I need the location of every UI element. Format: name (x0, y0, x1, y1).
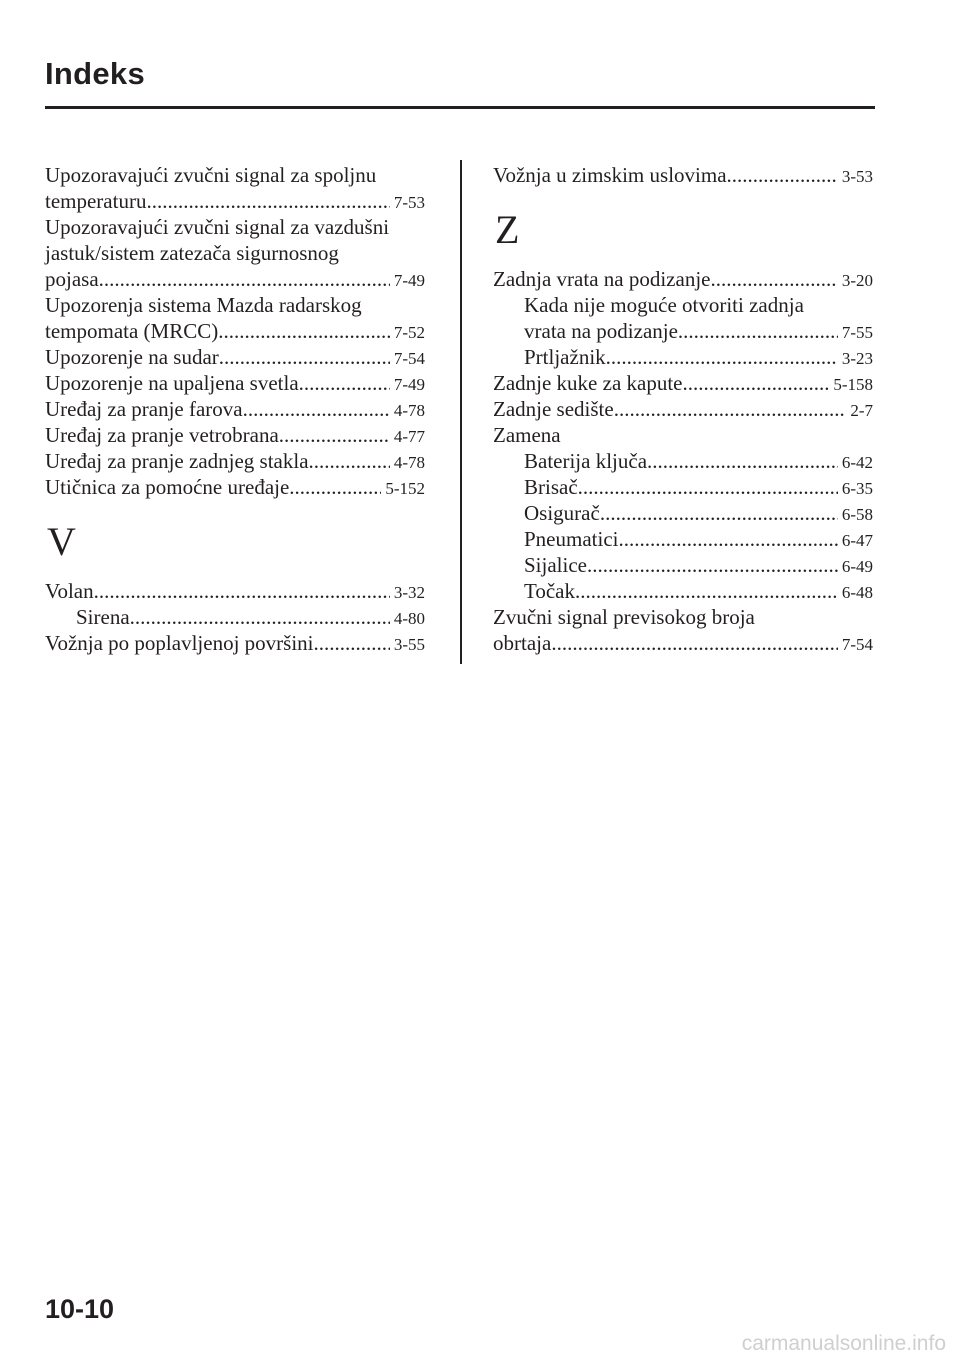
dot-leader (219, 344, 390, 370)
entry-label: Pneumatici (524, 527, 619, 551)
entry-label: Vožnja u zimskim uslovima (493, 163, 727, 187)
dot-leader (146, 188, 389, 214)
page-reference: 7-54 (393, 349, 425, 368)
entry-label: Zadnje sedište (493, 397, 614, 421)
page-reference: 2-7 (850, 401, 873, 420)
dot-leader (600, 500, 838, 526)
index-text-line (45, 240, 425, 266)
index-entry (493, 318, 873, 344)
page-number: 10-10 (45, 1294, 115, 1324)
dot-leader (314, 630, 390, 656)
index-entry (45, 448, 425, 474)
entry-label: Utičnica za pomoćne uređaje (45, 475, 290, 499)
page-reference: 7-49 (393, 271, 425, 290)
entry-label: Uređaj za pranje farova (45, 397, 243, 421)
index-entry (45, 474, 425, 500)
dot-leader (727, 162, 838, 188)
page-reference: 6-58 (841, 505, 873, 524)
index-entry (493, 578, 873, 604)
index-entry (493, 526, 873, 552)
index-entry (493, 500, 873, 526)
entry-label: Zadnja vrata na podizanje (493, 267, 711, 291)
entry-label: Zvučni signal previsokog broja (493, 605, 755, 629)
index-entry (493, 552, 873, 578)
dot-leader (575, 578, 838, 604)
dot-leader (243, 396, 390, 422)
entry-label: jastuk/sistem zatezača sigurnosnog (45, 241, 339, 265)
index-entry (45, 188, 425, 214)
page-reference: 3-55 (393, 635, 425, 654)
entry-label: Upozorenje na sudar (45, 345, 219, 369)
entry-label: temperaturu (45, 189, 147, 213)
index-entry (45, 344, 425, 370)
dot-leader (309, 448, 390, 474)
index-entry (45, 422, 425, 448)
page-reference: 6-49 (841, 557, 873, 576)
index-column-right (493, 162, 873, 656)
index-entry (493, 344, 873, 370)
index-text-line (493, 422, 873, 448)
entry-label: Baterija ključa (524, 449, 648, 473)
index-text-line (45, 214, 425, 240)
section-letter: Z (495, 207, 520, 252)
dot-leader (551, 630, 838, 656)
index-column-left (45, 162, 425, 656)
entry-label: Vožnja po poplavljenoj površini (45, 631, 314, 655)
header-divider (45, 106, 875, 109)
index-entry (45, 318, 425, 344)
dot-leader (578, 474, 838, 500)
entry-label: Upozoravajući zvučni signal za spoljnu (45, 163, 377, 187)
page-reference: 5-152 (385, 479, 425, 498)
entry-label: Upozoravajući zvučni signal za vazdušni (45, 215, 390, 239)
entry-label: Sirena (76, 605, 130, 629)
index-entry (45, 604, 425, 630)
index-entry (493, 370, 873, 396)
entry-label: Volan (45, 579, 94, 603)
index-entry (493, 396, 873, 422)
entry-label: Upozorenje na upaljena svetla (45, 371, 299, 395)
index-entry (45, 370, 425, 396)
entry-label: Točak (524, 579, 576, 603)
index-text-line (493, 604, 873, 630)
dot-leader (683, 370, 830, 396)
index-text-line (493, 292, 873, 318)
dot-leader (99, 266, 390, 292)
entry-label: obrtaja (493, 631, 552, 655)
dot-leader (710, 266, 837, 292)
dot-leader (647, 448, 838, 474)
entry-label: Upozorenja sistema Mazda radarskog (45, 293, 362, 317)
page-reference: 6-47 (841, 531, 873, 550)
index-entry (493, 266, 873, 292)
page-reference: 3-20 (841, 271, 873, 290)
page-reference: 3-32 (393, 583, 425, 602)
entry-label: Prtljažnik (524, 345, 606, 369)
entry-label: Uređaj za pranje zadnjeg stakla (45, 449, 309, 473)
section-letter: V (47, 519, 76, 564)
dot-leader (678, 318, 838, 344)
entry-label: Uređaj za pranje vetrobrana (45, 423, 279, 447)
watermark: carmanualsonline.info (741, 1332, 946, 1355)
dot-leader (279, 422, 390, 448)
page-reference: 7-53 (393, 193, 425, 212)
page-reference: 7-49 (393, 375, 425, 394)
entry-label: Zamena (493, 423, 561, 447)
index-entry (45, 396, 425, 422)
page-title: Indeks (45, 56, 146, 91)
index-entry (45, 578, 425, 604)
entry-label: Brisač (524, 475, 578, 499)
entry-label: pojasa (45, 267, 99, 291)
page-reference: 4-77 (393, 427, 425, 446)
dot-leader (289, 474, 381, 500)
column-divider (460, 160, 462, 664)
page-reference: 6-48 (841, 583, 873, 602)
page-reference: 4-78 (393, 401, 425, 420)
page-reference: 6-35 (841, 479, 873, 498)
page-reference: 6-42 (841, 453, 873, 472)
index-entry (45, 266, 425, 292)
dot-leader (606, 344, 838, 370)
entry-label: Sijalice (524, 553, 587, 577)
index-text-line (45, 162, 425, 188)
page-reference: 3-53 (841, 167, 873, 186)
index-entry (493, 162, 873, 188)
dot-leader (587, 552, 838, 578)
entry-label: vrata na podizanje (524, 319, 678, 343)
entry-label: Kada nije moguće otvoriti zadnja (524, 293, 804, 317)
page-reference: 4-78 (393, 453, 425, 472)
page-reference: 4-80 (393, 609, 425, 628)
entry-label: tempomata (MRCC) (45, 319, 219, 343)
dot-leader (130, 604, 390, 630)
page-reference: 5-158 (833, 375, 873, 394)
index-entry (493, 630, 873, 656)
index-entry (493, 474, 873, 500)
dot-leader (618, 526, 837, 552)
dot-leader (218, 318, 390, 344)
index-entry (45, 630, 425, 656)
page-reference: 3-23 (841, 349, 873, 368)
page-reference: 7-52 (393, 323, 425, 342)
page-reference: 7-55 (841, 323, 873, 342)
dot-leader (94, 578, 390, 604)
entry-label: Osigurač (524, 501, 600, 525)
dot-leader (299, 370, 390, 396)
index-entry (493, 448, 873, 474)
page-reference: 7-54 (841, 635, 873, 654)
index-text-line (45, 292, 425, 318)
dot-leader (614, 396, 847, 422)
entry-label: Zadnje kuke za kapute (493, 371, 683, 395)
